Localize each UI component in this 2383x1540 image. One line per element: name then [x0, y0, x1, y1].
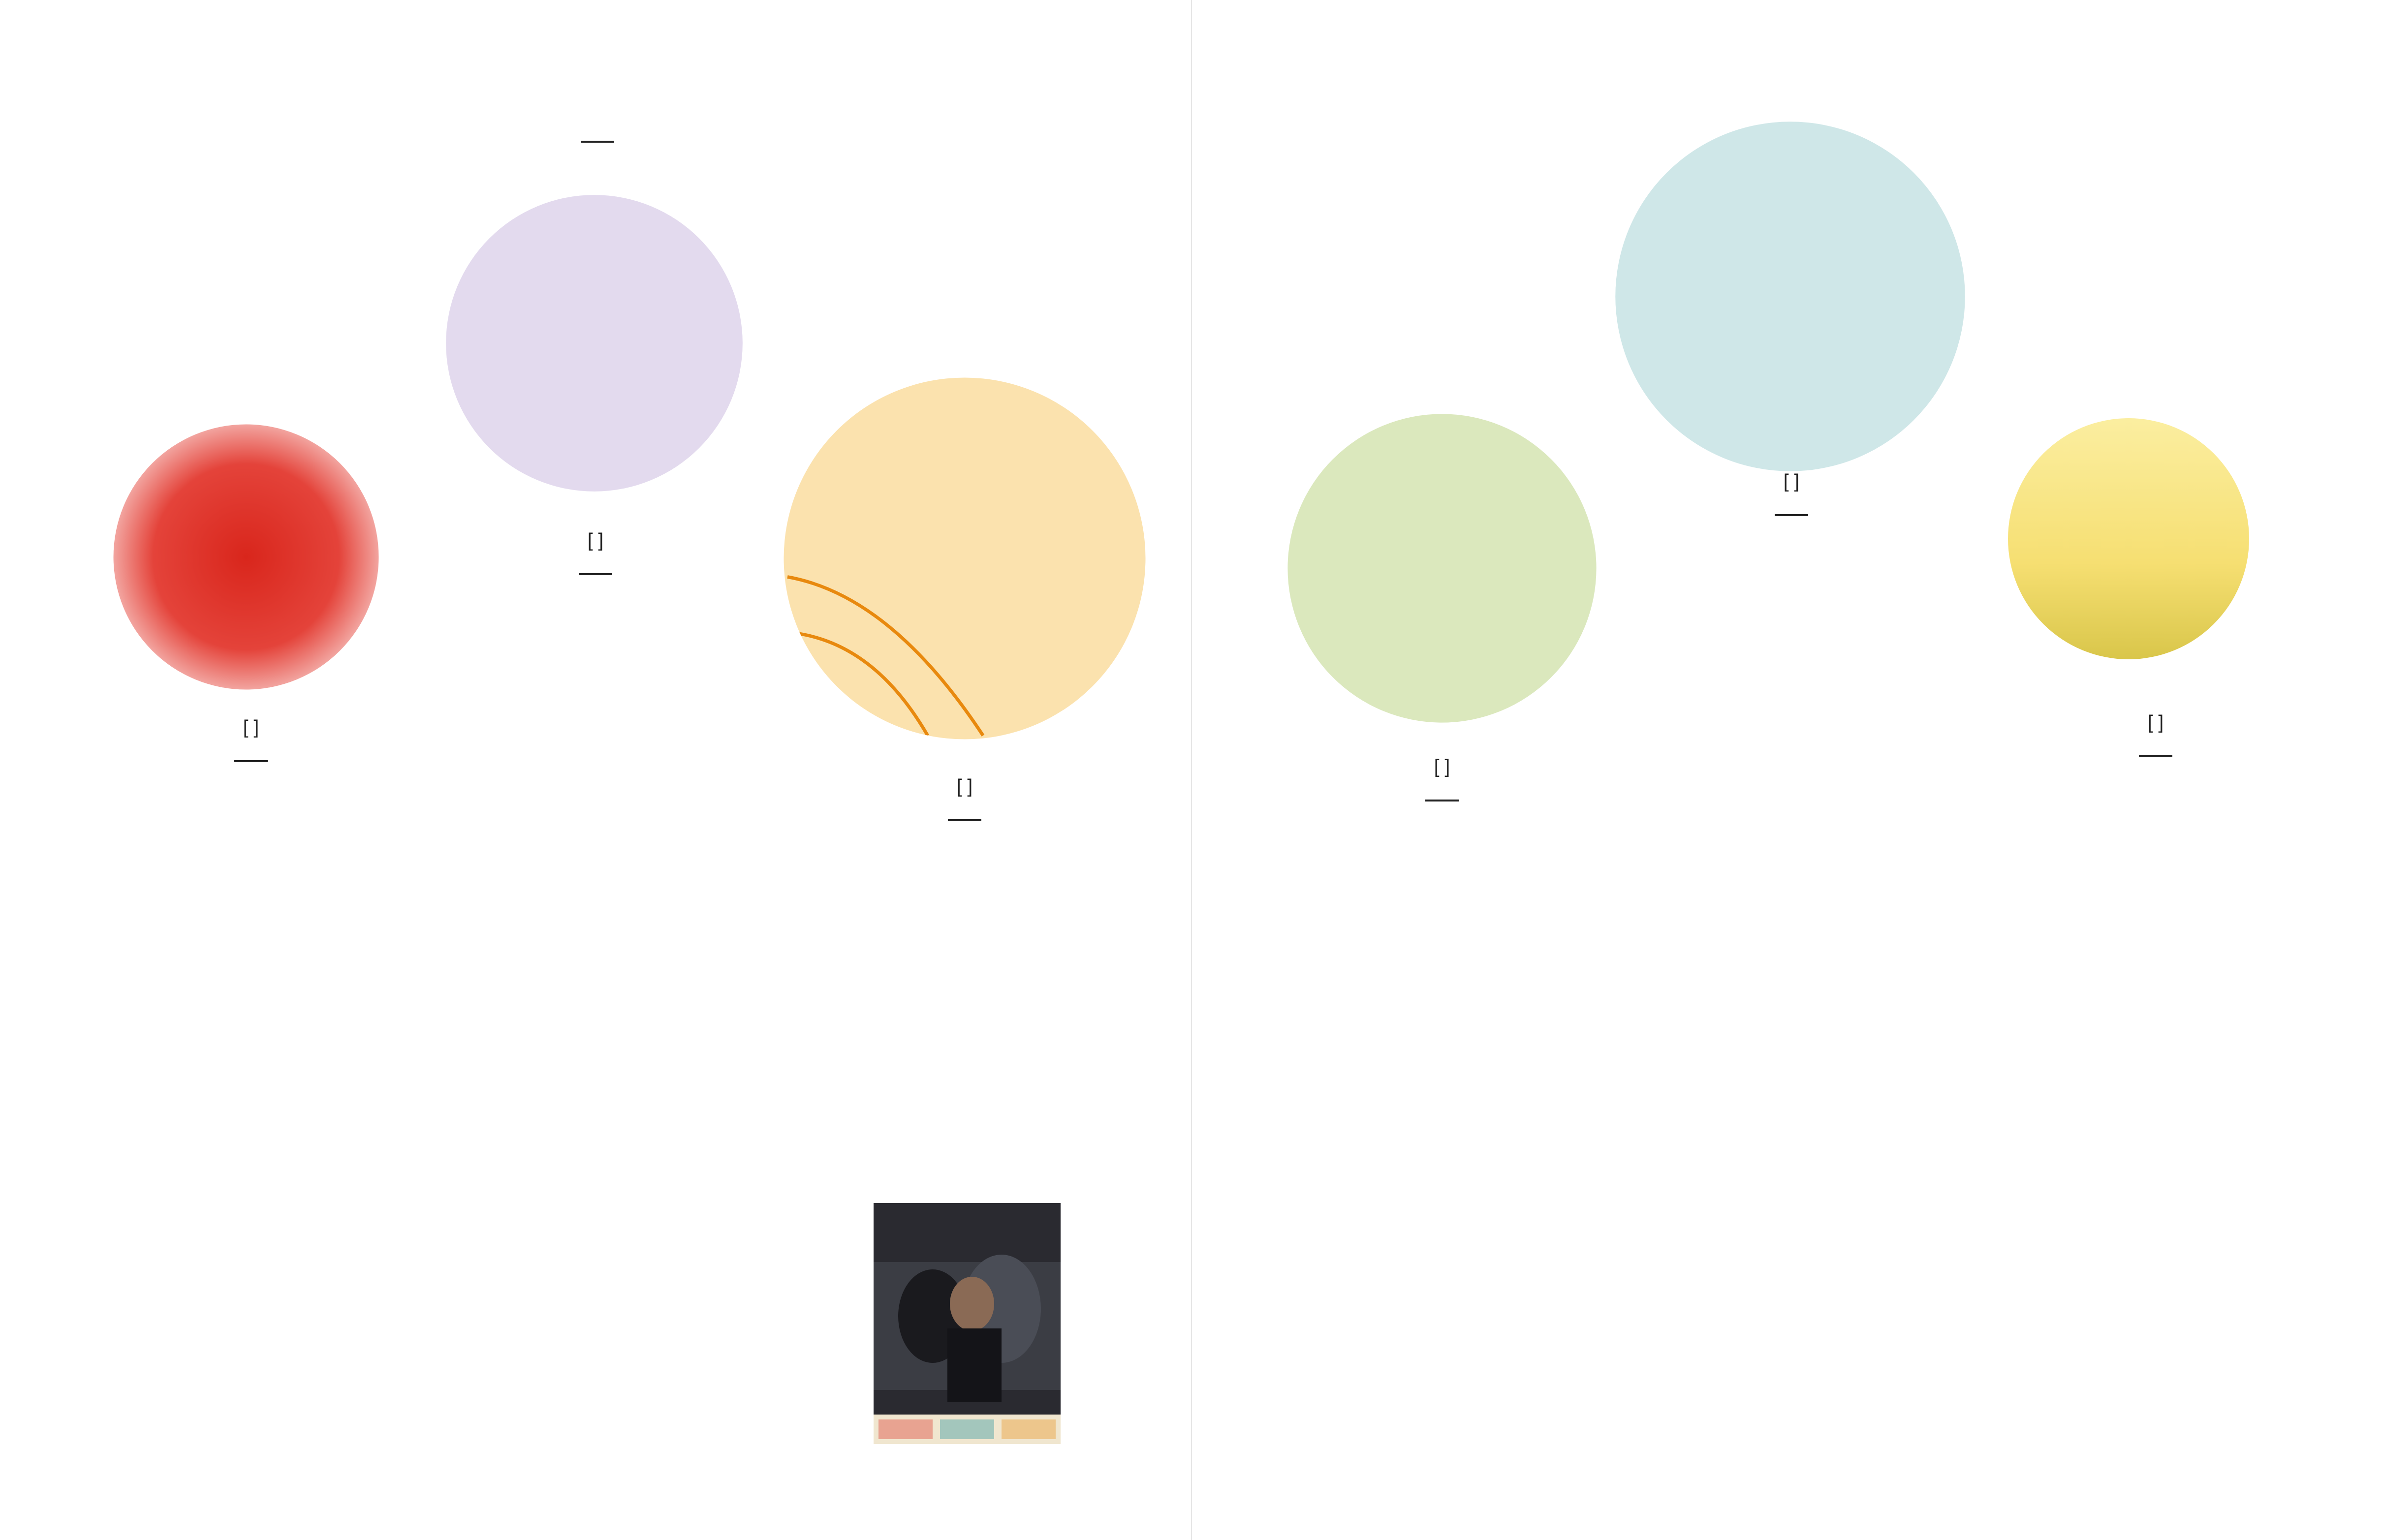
section-definition: [ ] — [243, 717, 259, 738]
large-circle-illustration — [2006, 416, 2252, 662]
section-les-confluents — [1609, 455, 1974, 538]
section-definition: [ ] — [2147, 712, 2164, 733]
section-definition: [ ] — [1434, 756, 1450, 777]
confluents-circle-illustration — [1612, 118, 1969, 475]
section-terra-incognita — [1260, 740, 1624, 823]
section-divider — [234, 760, 268, 762]
section-divider — [1775, 514, 1808, 516]
header-divider — [581, 141, 614, 143]
magazine-cover-thumbnail[interactable] — [874, 1203, 1061, 1444]
section-divider — [579, 573, 612, 575]
section-definition: [ ] — [956, 776, 973, 797]
section-divider — [1425, 800, 1459, 801]
section-zones-fertiles — [428, 514, 763, 597]
section-sur-le-volcan — [79, 701, 423, 784]
section-au-large — [1988, 696, 2323, 779]
section-divider — [2139, 755, 2172, 757]
section-definition: [ ] — [1783, 471, 1800, 492]
continent-circle-illustration — [780, 374, 1149, 743]
section-divider — [948, 819, 981, 821]
section-definition: [ ] — [587, 530, 604, 551]
fertile-circle-illustration — [443, 192, 746, 494]
terra-circle-illustration — [1285, 411, 1599, 726]
cover-photo-image — [874, 1203, 1061, 1444]
section-le-6e-continent — [797, 760, 1132, 843]
volcano-circle-illustration — [111, 422, 381, 692]
